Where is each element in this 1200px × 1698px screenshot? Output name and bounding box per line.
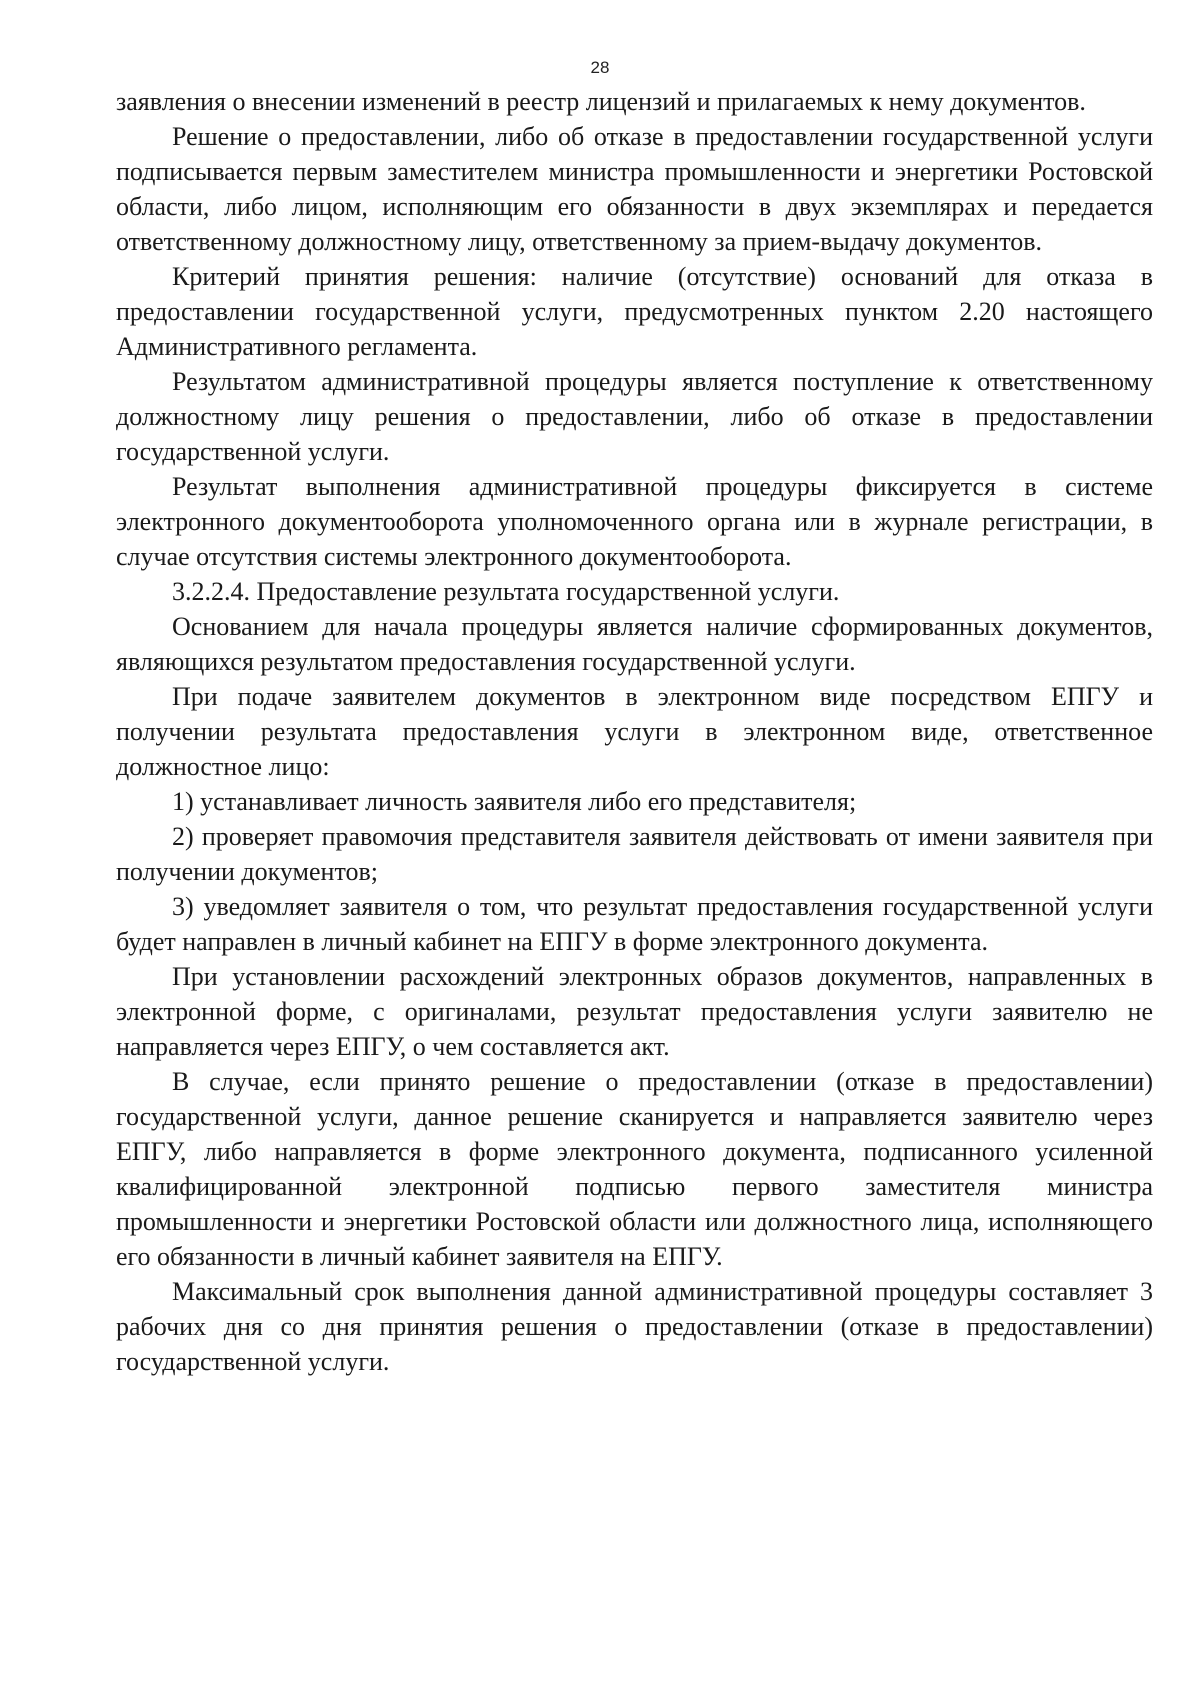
paragraph-epgu-submission: При подаче заявителем документов в электронном виде посредством ЕПГУ и получении результата предоставления услуги в электронном виде, ответственное должностное лицо: xyxy=(116,682,1153,781)
paragraph-discrepancies: При установлении расхождений электронных образов документов, направленных в электронной форме, с оригиналами, результат предоставления услуги заявителю не направляется через ЕПГУ, о чем составляется акт. xyxy=(116,962,1153,1061)
list-item-3: 3) уведомляет заявителя о том, что результат предоставления государственной услуги будет направлен в личный кабинет на ЕПГУ в форме электронного документа. xyxy=(116,892,1153,956)
paragraph-decision-signing: Решение о предоставлении, либо об отказе в предоставлении государственной услуги подписывается первым заместителем министра промышленности и энергетики Ростовской области, либо лицом, исполняющим его обязанности в двух экземплярах и передается ответственному должностному лицу, ответственному за прием-выдачу документов. xyxy=(116,122,1153,256)
paragraph-continuation: заявления о внесении изменений в реестр лицензий и прилагаемых к нему документов. xyxy=(116,87,1086,116)
paragraph-decision-criterion: Критерий принятия решения: наличие (отсутствие) оснований для отказа в предоставлении государственной услуги, предусмотренных пунктом 2.20 настоящего Административного регламента. xyxy=(116,262,1153,361)
paragraph-decision-delivery: В случае, если принято решение о предоставлении (отказе в предоставлении) государственной услуги, данное решение сканируется и направляется заявителю через ЕПГУ, либо направляется в форме электронного документа, подписанного усиленной квалифицированной электронной подписью первого заместителя министра промышленности и энергетики Ростовской области или должностного лица, исполняющего его обязанности в личный кабинет заявителя на ЕПГУ. xyxy=(116,1067,1153,1271)
list-item-2: 2) проверяет правомочия представителя заявителя действовать от имени заявителя при получении документов; xyxy=(116,822,1153,886)
paragraph-maximum-term: Максимальный срок выполнения данной административной процедуры составляет 3 рабочих дня со дня принятия решения о предоставлении (отказе в предоставлении) государственной услуги. xyxy=(116,1277,1153,1376)
document-body xyxy=(116,84,1153,1379)
paragraph-procedure-result: Результатом административной процедуры является поступление к ответственному должностному лицу решения о предоставлении, либо об отказе в предоставлении государственной услуги. xyxy=(116,367,1153,466)
paragraph-result-recording: Результат выполнения административной процедуры фиксируется в системе электронного документооборота уполномоченного органа или в журнале регистрации, в случае отсутствия системы электронного документооборота. xyxy=(116,472,1153,571)
section-heading-3-2-2-4: 3.2.2.4. Предоставление результата государственной услуги. xyxy=(172,577,840,606)
page-number: 28 xyxy=(590,58,610,77)
list-item-1: 1) устанавливает личность заявителя либо его представителя; xyxy=(172,787,857,816)
paragraph-procedure-basis: Основанием для начала процедуры является наличие сформированных документов, являющихся результатом предоставления государственной услуги. xyxy=(116,612,1153,676)
